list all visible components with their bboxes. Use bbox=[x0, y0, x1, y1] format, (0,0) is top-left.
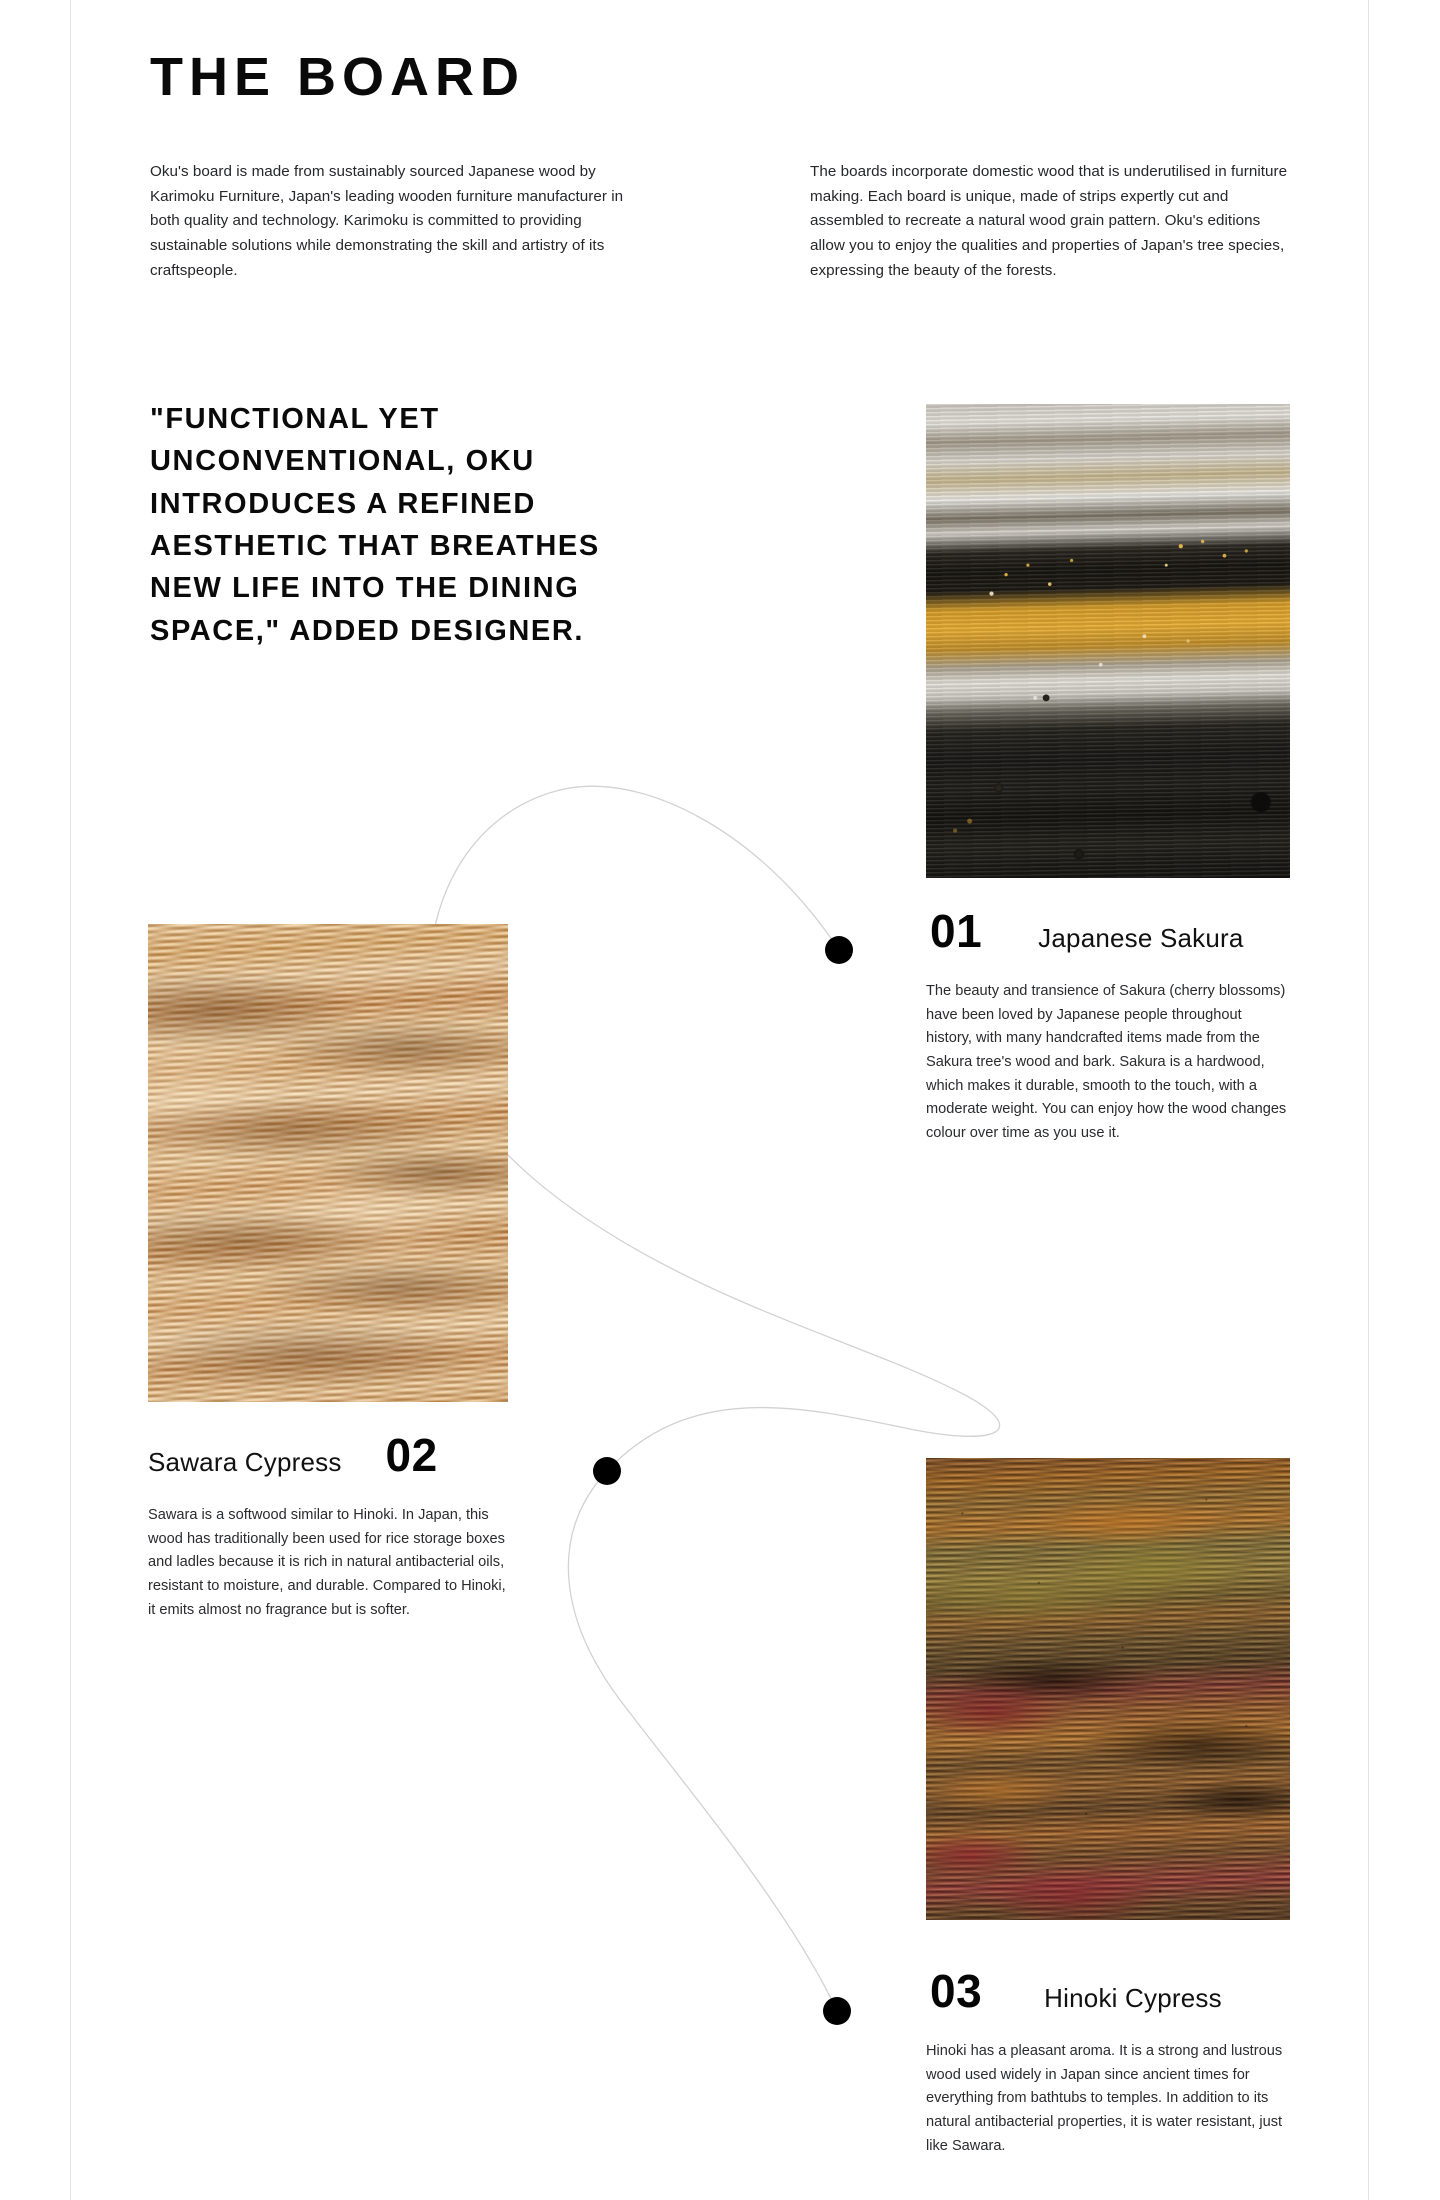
wood-entry-name: Sawara Cypress bbox=[148, 1447, 342, 1477]
texture-speckles bbox=[926, 404, 1290, 878]
wood-image-hinoki bbox=[926, 1458, 1290, 1920]
texture-noise bbox=[926, 1458, 1290, 1920]
connector-dot-03 bbox=[823, 1997, 851, 2025]
wood-image-sakura bbox=[926, 404, 1290, 878]
intro-paragraph-right: The boards incorporate domestic wood that is underutilised in furniture making. Each board is unique, made of strips expertly cut and assembled to recreate a natural wood grain pattern. Oku's editions allow you to enjoy the qualities and properties of Japan's tree species, expressing the beauty of the forests. bbox=[810, 163, 1288, 279]
wood-entry-hinoki bbox=[926, 1965, 1290, 2158]
wood-entry-sawara bbox=[148, 1429, 516, 1622]
connector-dot-02 bbox=[593, 1457, 621, 1485]
wood-image-sawara bbox=[148, 924, 508, 1402]
wood-entry-body: Hinoki has a pleasant aroma. It is a strong and lustrous wood used widely in Japan since ancient times for everything from bathtubs to temples. In addition to its natural antibacterial properties, it is water resistant, just like Sawara. bbox=[926, 2043, 1283, 2154]
wood-entry-sakura bbox=[926, 905, 1290, 1145]
texture-shading bbox=[148, 924, 508, 1402]
pull-quote: "FUNCTIONAL YET UNCONVENTIONAL, OKU INTRODUCES A REFINED AESTHETIC THAT BREATHES NEW LIFE INTO THE DINING SPACE," ADDED DESIGNER. bbox=[150, 403, 600, 647]
wood-entry-header bbox=[926, 905, 1290, 957]
connector-dot-01 bbox=[825, 936, 853, 964]
intro-paragraph-left: Oku's board is made from sustainably sourced Japanese wood by Karimoku Furniture, Japan's leading wooden furniture manufacturer in both quality and technology. Karimoku is committed to providing sustainable solutions while demonstrating the skill and artistry of its craftspeople. bbox=[150, 163, 624, 279]
wood-entry-number: 03 bbox=[930, 1965, 983, 2017]
page-title: THE BOARD bbox=[150, 47, 525, 107]
right-margin-rule bbox=[1368, 0, 1369, 2200]
wood-entry-body: Sawara is a softwood similar to Hinoki. In Japan, this wood has traditionally been used for rice storage boxes and ladles because it is rich in natural antibacterial oils, resistant to moisture, and durable. Compared to Hinoki, it emits almost no fragrance but is softer. bbox=[148, 1507, 506, 1618]
wood-entry-name: Hinoki Cypress bbox=[1044, 1983, 1222, 2013]
connector-line bbox=[430, 786, 1000, 2011]
wood-entry-name: Japanese Sakura bbox=[1038, 923, 1244, 953]
left-margin-rule bbox=[70, 0, 71, 2200]
wood-entry-body: The beauty and transience of Sakura (cherry blossoms) have been loved by Japanese people throughout history, with many handcrafted items made from the Sakura tree's wood and bark. Sakura is a hardwood, which makes it durable, smooth to the touch, with a moderate weight. You can enjoy how the wood changes colour over time as you use it. bbox=[926, 983, 1287, 1141]
wood-entry-header bbox=[926, 1965, 1290, 2017]
wood-entry-header bbox=[148, 1429, 516, 1481]
wood-entry-number: 02 bbox=[385, 1429, 438, 1481]
wood-entry-number: 01 bbox=[930, 905, 983, 957]
